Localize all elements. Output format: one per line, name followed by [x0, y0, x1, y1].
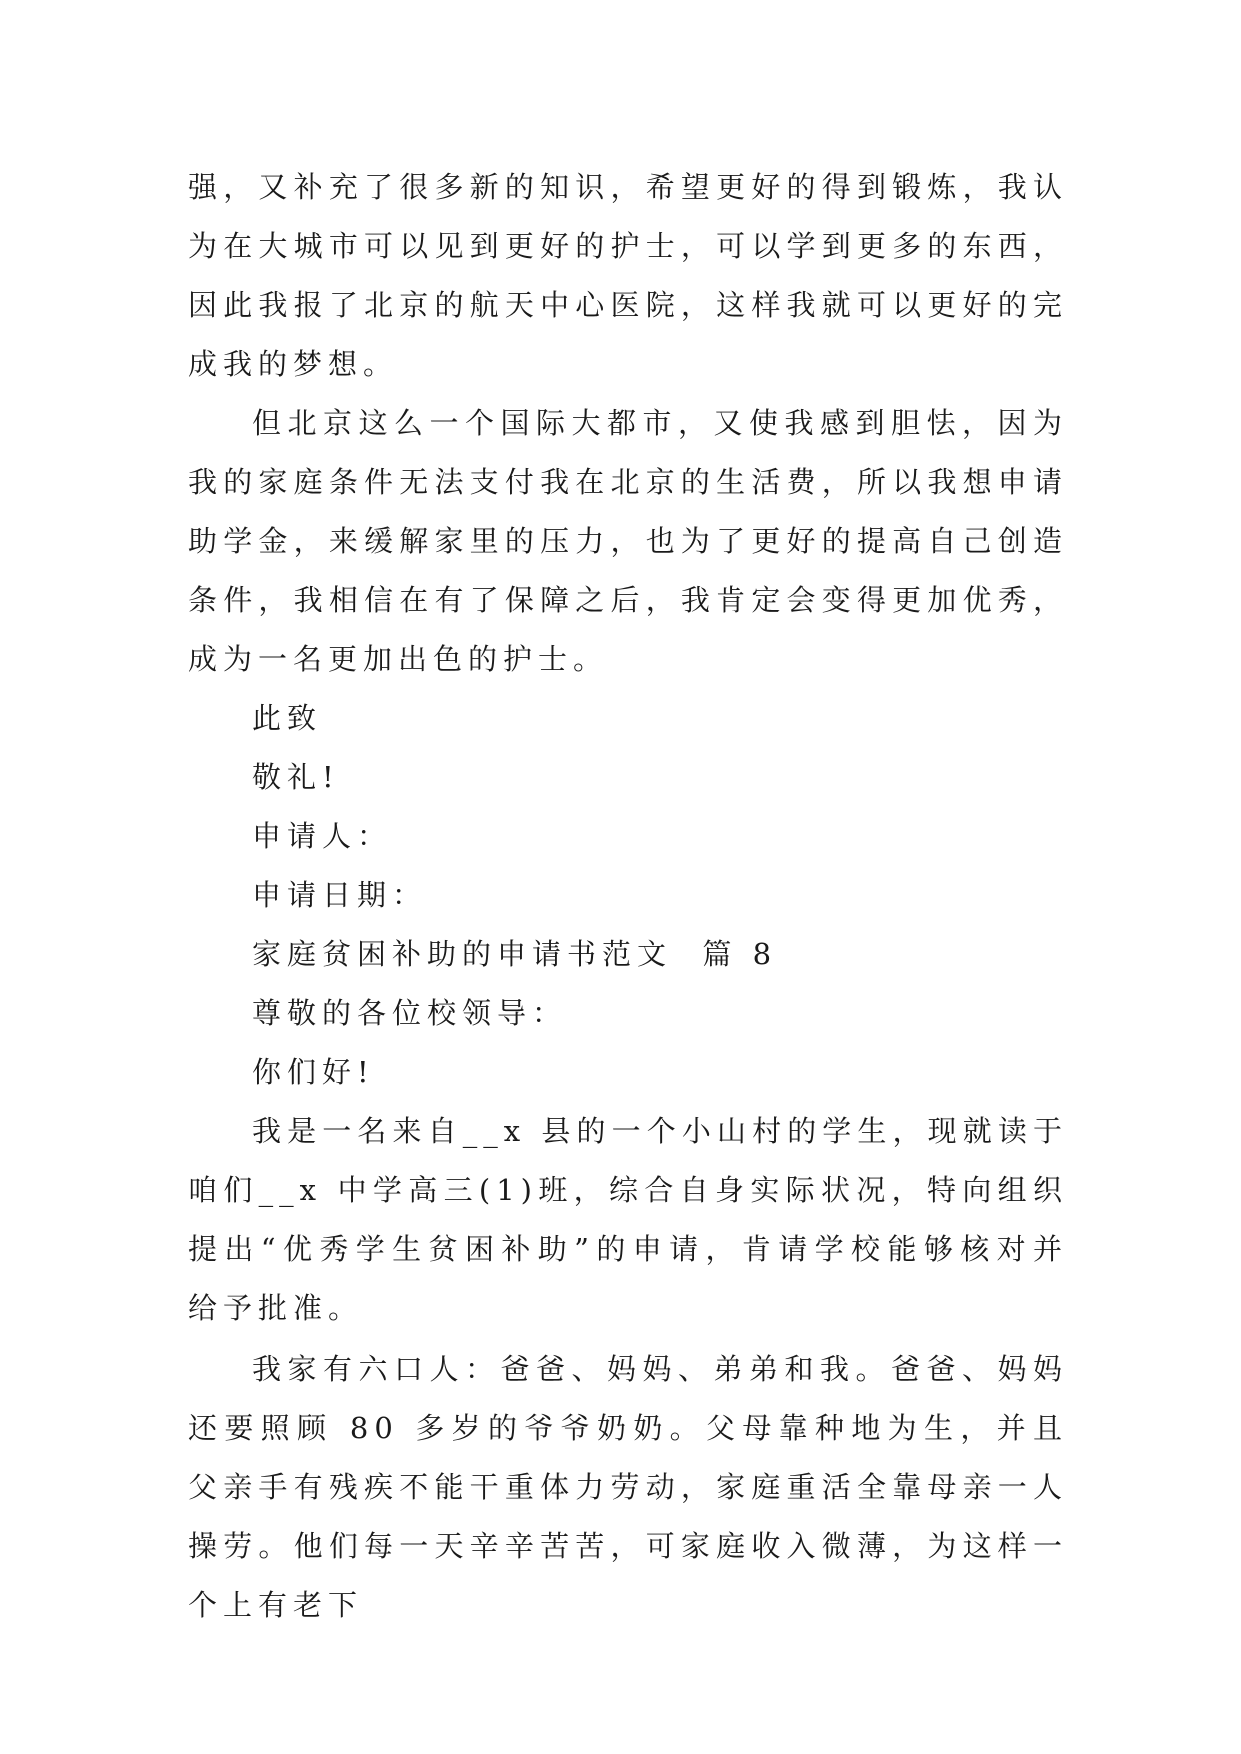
application-date-label: 申请日期：	[252, 878, 428, 912]
closing-regards: 敬礼!	[252, 760, 340, 794]
greeting-recipient: 尊敬的各位校领导：	[252, 996, 568, 1030]
document-body	[188, 158, 1068, 1635]
applicant-label: 申请人：	[252, 819, 393, 853]
paragraph-introduction: 我是一名来自__x 县的一个小山村的学生，现就读于咱们__x 中学高三(1)班，综合自身实际状况，特向组织提出“优秀学生贫困补助”的申请，肯请学校能够核对并给予批准。	[188, 1114, 1068, 1325]
section-title: 家庭贫困补助的申请书范文 篇 8	[252, 937, 778, 971]
greeting: 你们好!	[252, 1055, 375, 1089]
closing-salutation: 此致	[252, 701, 323, 735]
paragraph-continued: 强，又补充了很多新的知识，希望更好的得到锻炼，我认为在大城市可以见到更好的护士，可以学到更多的东西，因此我报了北京的航天中心医院，这样我就可以更好的完成我的梦想。	[188, 170, 1068, 381]
paragraph-financial-need: 但北京这么一个国际大都市，又使我感到胆怯，因为我的家庭条件无法支付我在北京的生活费，所以我想申请助学金，来缓解家里的压力，也为了更好的提高自己创造条件，我相信在有了保障之后，我肯定会变得更加优秀，成为一名更加出色的护士。	[188, 406, 1068, 676]
paragraph-family-situation: 我家有六口人：爸爸、妈妈、弟弟和我。爸爸、妈妈还要照顾 80 多岁的爷爷奶奶。父母靠种地为生，并且父亲手有残疾不能干重体力劳动，家庭重活全靠母亲一人操劳。他们每一天辛辛苦苦，可家庭收入微薄，为这样一个上有老下	[188, 1352, 1068, 1622]
